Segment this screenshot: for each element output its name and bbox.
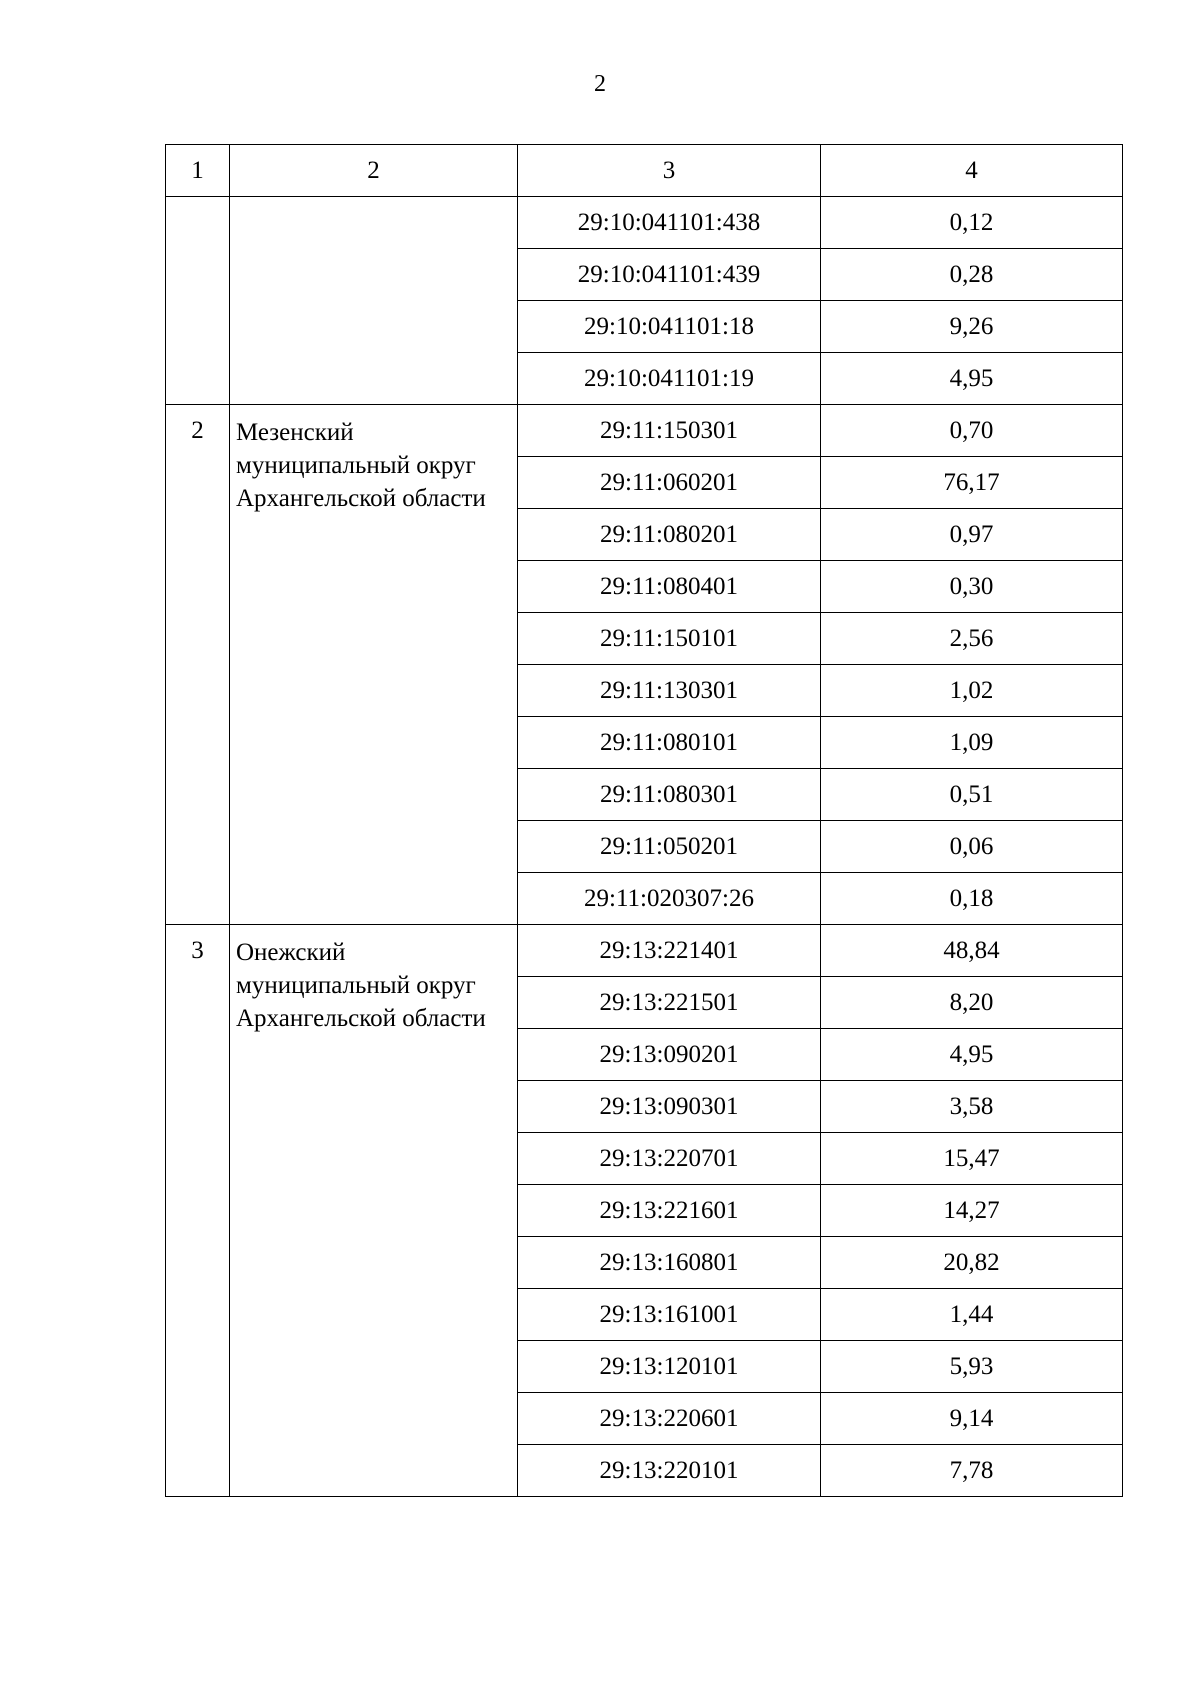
cadastral-code-cell: 29:13:090201 xyxy=(518,1029,821,1081)
area-value-cell: 0,70 xyxy=(821,405,1123,457)
cadastral-code-cell: 29:13:220601 xyxy=(518,1393,821,1445)
table-row xyxy=(166,405,1123,457)
header-cell-2: 2 xyxy=(230,145,518,197)
area-value-cell: 3,58 xyxy=(821,1081,1123,1133)
cadastral-code-cell: 29:13:221501 xyxy=(518,977,821,1029)
cadastral-code-cell: 29:11:020307:26 xyxy=(518,873,821,925)
row-number-cell: 3 xyxy=(166,925,230,1497)
table-row xyxy=(166,925,1123,977)
area-value-cell: 0,12 xyxy=(821,197,1123,249)
cadastral-code-cell: 29:13:120101 xyxy=(518,1341,821,1393)
area-value-cell: 9,26 xyxy=(821,301,1123,353)
area-value-cell: 4,95 xyxy=(821,353,1123,405)
area-value-cell: 7,78 xyxy=(821,1445,1123,1497)
cadastral-code-cell: 29:13:221601 xyxy=(518,1185,821,1237)
table-header-row xyxy=(166,145,1123,197)
cadastral-code-cell: 29:13:221401 xyxy=(518,925,821,977)
cadastral-code-cell: 29:11:050201 xyxy=(518,821,821,873)
header-cell-4: 4 xyxy=(821,145,1123,197)
area-value-cell: 0,18 xyxy=(821,873,1123,925)
cadastral-code-cell: 29:11:150101 xyxy=(518,613,821,665)
cadastral-code-cell: 29:11:130301 xyxy=(518,665,821,717)
cadastral-code-cell: 29:11:060201 xyxy=(518,457,821,509)
area-value-cell: 4,95 xyxy=(821,1029,1123,1081)
district-name-cell: Мезенский муниципальный округ Архангельской области xyxy=(230,405,518,925)
area-value-cell: 14,27 xyxy=(821,1185,1123,1237)
cadastral-code-cell: 29:13:160801 xyxy=(518,1237,821,1289)
cadastral-code-cell: 29:10:041101:438 xyxy=(518,197,821,249)
area-value-cell: 0,51 xyxy=(821,769,1123,821)
area-value-cell: 8,20 xyxy=(821,977,1123,1029)
area-value-cell: 0,28 xyxy=(821,249,1123,301)
header-cell-1: 1 xyxy=(166,145,230,197)
cadastral-code-cell: 29:11:080101 xyxy=(518,717,821,769)
area-value-cell: 48,84 xyxy=(821,925,1123,977)
area-value-cell: 76,17 xyxy=(821,457,1123,509)
cadastral-code-cell: 29:13:161001 xyxy=(518,1289,821,1341)
cadastral-code-cell: 29:11:080201 xyxy=(518,509,821,561)
area-value-cell: 1,09 xyxy=(821,717,1123,769)
cadastral-code-cell: 29:11:080401 xyxy=(518,561,821,613)
header-cell-3: 3 xyxy=(518,145,821,197)
cadastral-code-cell: 29:10:041101:439 xyxy=(518,249,821,301)
cadastral-code-cell: 29:13:220701 xyxy=(518,1133,821,1185)
table-row xyxy=(166,197,1123,249)
row-number-cell: 2 xyxy=(166,405,230,925)
area-value-cell: 5,93 xyxy=(821,1341,1123,1393)
cadastral-code-cell: 29:13:090301 xyxy=(518,1081,821,1133)
area-value-cell: 1,02 xyxy=(821,665,1123,717)
area-value-cell: 20,82 xyxy=(821,1237,1123,1289)
cadastral-code-cell: 29:10:041101:19 xyxy=(518,353,821,405)
district-name-cell: Онежский муниципальный округ Архангельской области xyxy=(230,925,518,1497)
area-value-cell: 2,56 xyxy=(821,613,1123,665)
district-name-cell xyxy=(230,197,518,405)
cadastral-code-cell: 29:11:080301 xyxy=(518,769,821,821)
area-value-cell: 0,06 xyxy=(821,821,1123,873)
area-value-cell: 0,30 xyxy=(821,561,1123,613)
cadastral-code-cell: 29:13:220101 xyxy=(518,1445,821,1497)
page-number: 2 xyxy=(594,71,606,97)
area-value-cell: 9,14 xyxy=(821,1393,1123,1445)
cadastral-table xyxy=(165,144,1123,1497)
row-number-cell xyxy=(166,197,230,405)
area-value-cell: 0,97 xyxy=(821,509,1123,561)
area-value-cell: 1,44 xyxy=(821,1289,1123,1341)
cadastral-code-cell: 29:10:041101:18 xyxy=(518,301,821,353)
area-value-cell: 15,47 xyxy=(821,1133,1123,1185)
table-body xyxy=(166,145,1123,1497)
cadastral-code-cell: 29:11:150301 xyxy=(518,405,821,457)
